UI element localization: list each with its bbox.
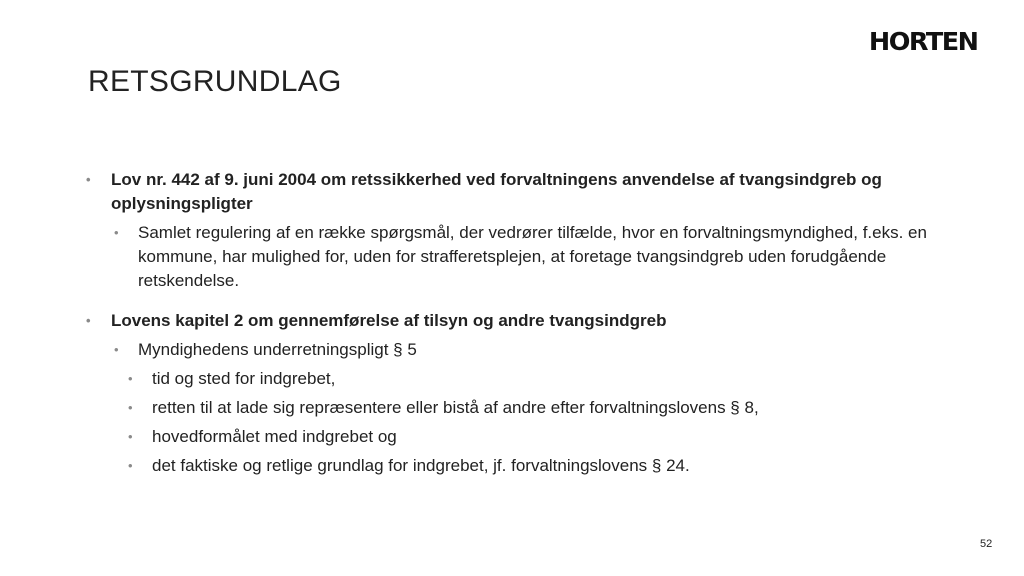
bullet-text: Myndighedens underretningspligt § 5 (138, 340, 417, 359)
sub-sub-bullet-representation (86, 396, 946, 420)
bullet-icon: • (86, 172, 91, 187)
horten-logo: HORTEN (868, 27, 978, 56)
sub-sub-bullet-time-place (86, 367, 946, 391)
bullet-icon: • (114, 342, 119, 357)
bullet-law (86, 168, 946, 216)
bullet-text: hovedformålet med indgrebet og (152, 427, 397, 446)
bullet-text: Lovens kapitel 2 om gennemførelse af tilsyn og andre tvangsindgreb (111, 311, 667, 330)
bullet-chapter-2 (86, 309, 946, 333)
slide-title: RETSGRUNDLAG (88, 65, 342, 98)
bullet-text: retten til at lade sig repræsentere eller bistå af andre efter forvaltningslovens § 8, (152, 398, 759, 417)
bullet-icon: • (128, 400, 133, 415)
bullet-text: Lov nr. 442 af 9. juni 2004 om retssikkerhed ved forvaltningens anvendelse af tvangsindgreb og oplysningspligter (111, 170, 882, 213)
bullet-text: Samlet regulering af en række spørgsmål, der vedrører tilfælde, hvor en forvaltningsmyndighed, f.eks. en kommune, har mulighed for, uden for strafferetsplejen, at foretage tvangsindgreb uden forudgående retskendelse. (138, 223, 927, 290)
bullet-icon: • (128, 371, 133, 386)
bullet-icon: • (128, 429, 133, 444)
slide-content (86, 168, 946, 478)
bullet-text: tid og sted for indgrebet, (152, 369, 336, 388)
bullet-icon: • (86, 313, 91, 328)
sub-sub-bullet-legal-basis (86, 454, 946, 478)
page-number: 52 (980, 538, 993, 550)
bullet-icon: • (128, 458, 133, 473)
sub-bullet-notification-duty (86, 338, 946, 362)
sub-sub-bullet-main-purpose (86, 425, 946, 449)
bullet-icon: • (114, 225, 119, 240)
sub-bullet-regulation (86, 221, 946, 293)
bullet-text: det faktiske og retlige grundlag for indgrebet, jf. forvaltningslovens § 24. (152, 456, 690, 475)
